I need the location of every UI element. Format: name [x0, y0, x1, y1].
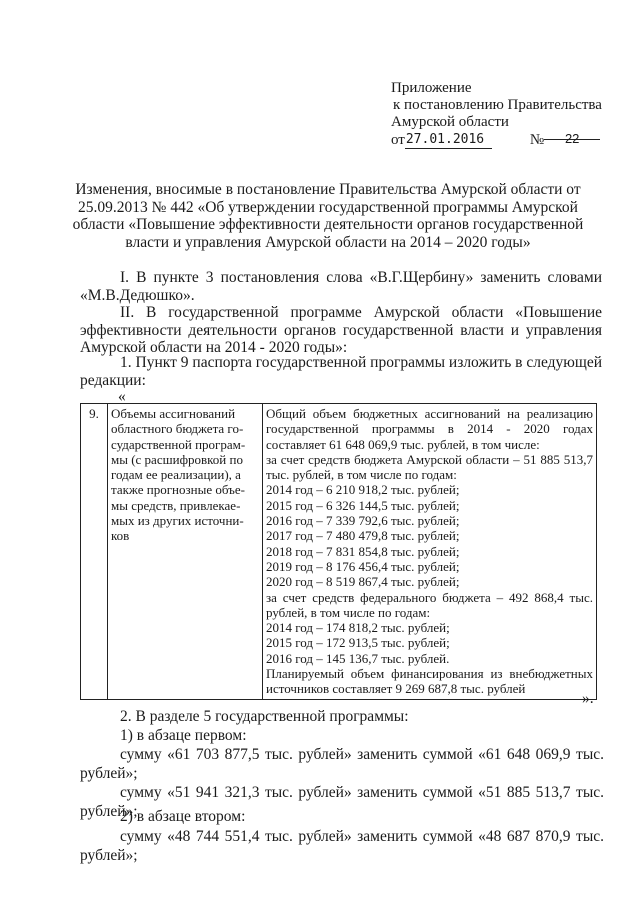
number-label: № — [529, 132, 545, 148]
replacement-1 — [80, 746, 604, 783]
label-line: мы средств, привлекае- — [111, 497, 241, 513]
replacement-1-text: сумму «61 703 877,5 тыс. рублей» заменить суммой «61 648 069,9 тыс. рублей»; — [80, 746, 604, 782]
abzac-2-text: 2) в абзаце втором: — [120, 808, 246, 825]
content-line: за счет средств федерального бюджета – 492 868,4 тыс. рублей, в том числе по годам: — [266, 589, 593, 620]
replacement-3-text: сумму «48 744 551,4 тыс. рублей» заменить суммой «48 687 870,9 тыс. рублей»; — [80, 828, 604, 864]
content-line: 2020 год – 8 519 867,4 тыс. рублей; — [266, 574, 460, 590]
paragraph-3-text: 1. Пункт 9 паспорта государственной программы изложить в следующей редакции: — [80, 354, 602, 389]
label-line: также прогнозные объе- — [111, 482, 245, 498]
passport-table — [80, 403, 597, 700]
paragraph-2-text: II. В государственной программе Амурской области «Повышение эффективности деятельности органов государственной власти и управления Амурской области на 2014 - 2020 годы»: — [80, 304, 602, 356]
abzac-1-text: 1) в абзаце первом: — [120, 727, 247, 744]
paragraph-1 — [80, 269, 602, 304]
document-title: Изменения, вносимые в постановление Правительства Амурской области от 25.09.2013 № 442 «Об утверждении государственной программы Амурской области «Повышение эффективности деятельности органов государственной власти и управления Амурской области на 2014 – 2020 годы» — [72, 181, 584, 251]
quote-close: ». — [582, 690, 594, 707]
content-line: 2014 год – 174 818,2 тыс. рублей; — [266, 620, 450, 636]
appendix-header — [391, 80, 602, 149]
appendix-line-3: Амурской области — [391, 114, 509, 130]
replacement-2-text: сумму «51 941 321,3 тыс. рублей» заменить суммой «51 885 513,7 тыс. рублей»; — [80, 784, 604, 820]
paragraph-3 — [80, 354, 602, 389]
appendix-line-2: к постановлению Правительства — [393, 97, 602, 113]
label-line: областного бюджета го- — [111, 421, 244, 437]
appendix-date-row — [391, 131, 602, 149]
label-line: годам ее реализации), а — [111, 467, 241, 483]
date-prefix: от — [391, 132, 405, 148]
label-line: мых из других источни- — [111, 513, 244, 529]
abzac-2-heading — [80, 808, 604, 827]
section-5-heading — [80, 708, 604, 727]
content-line: 2015 год – 6 326 144,5 тыс. рублей; — [266, 497, 460, 513]
replacement-3 — [80, 828, 604, 865]
content-line: 2014 год – 6 210 918,2 тыс. рублей; — [266, 482, 460, 498]
content-line: 2015 год – 172 913,5 тыс. рублей; — [266, 635, 450, 651]
appendix-number: 22 — [544, 130, 600, 140]
label-line: мы (с расшифровкой по — [111, 451, 243, 467]
content-line: 2018 год – 7 831 854,8 тыс. рублей; — [266, 543, 460, 559]
abzac-1-heading — [80, 727, 604, 746]
content-line: Общий объем бюджетных ассигнований на реализацию государственной программы в 2014 - 2020 годах составляет 61 648 069,9 тыс. рублей, в том числе: — [266, 406, 593, 452]
label-line: ков — [111, 528, 130, 544]
paragraph-2 — [80, 304, 602, 357]
label-line: Объемы ассигнований — [111, 406, 236, 421]
row-number: 9. — [81, 404, 108, 700]
paragraph-1-text: I. В пункте 3 постановления слова «В.Г.Щербину» заменить словами «М.В.Дедюшко». — [80, 269, 602, 304]
content-line: 2016 год – 7 339 792,6 тыс. рублей; — [266, 513, 460, 529]
section-5-text: 2. В разделе 5 государственной программы: — [120, 708, 409, 725]
content-line: 2016 год – 145 136,7 тыс. рублей. — [266, 650, 450, 666]
row-label — [108, 404, 263, 700]
row-content — [263, 404, 597, 700]
appendix-line-1: Приложение — [391, 80, 472, 96]
label-line: сударственной програм- — [111, 436, 246, 452]
content-line: за счет средств бюджета Амурской области – 51 885 513,7 тыс. рублей, в том числе по годам: — [266, 451, 593, 483]
table-row — [81, 404, 597, 700]
content-line: 2019 год – 8 176 456,4 тыс. рублей; — [266, 558, 460, 574]
appendix-date: 27.01.2016 — [405, 131, 492, 149]
content-line: Планируемый объем финансирования из внебюджетных источников составляет 9 269 687,8 тыс. рублей — [266, 666, 593, 697]
quote-open: « — [118, 388, 126, 405]
content-line: 2017 год – 7 480 479,8 тыс. рублей; — [266, 528, 460, 544]
